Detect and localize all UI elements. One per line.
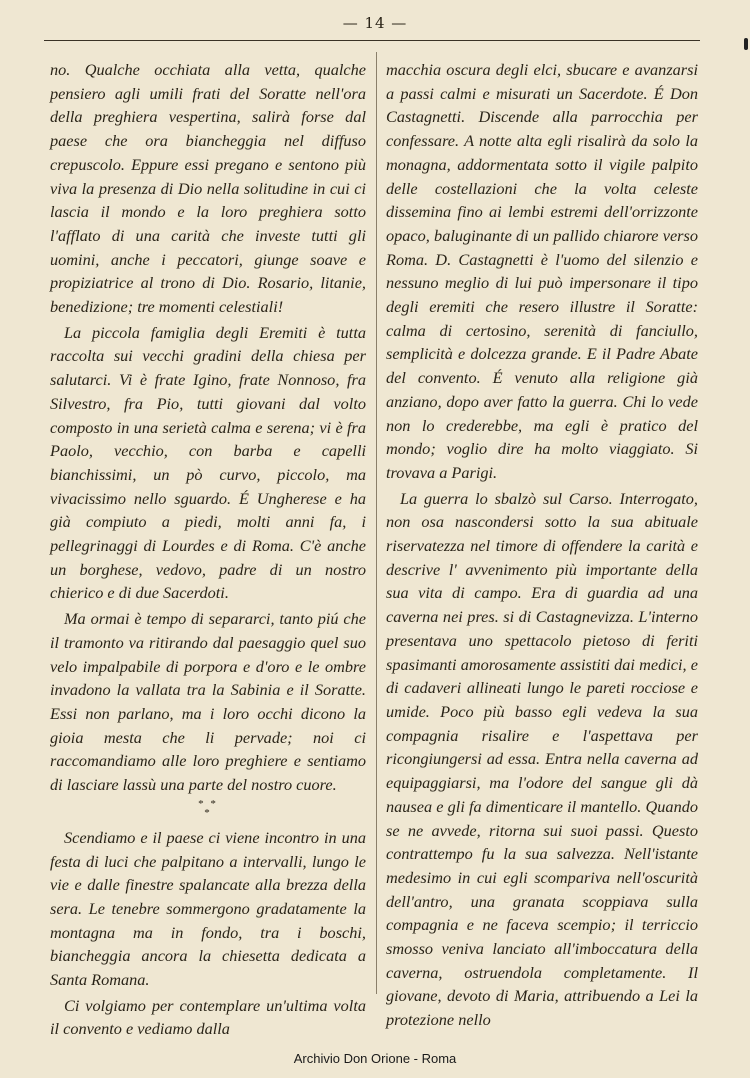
header-rule <box>44 40 700 41</box>
paragraph: no. Qualche occhiata alla vetta, qualche pensiero agli umili frati del Soratte nell'ora della preghiera vespertina, salirà forse dal paese che ora biancheggia nel diffuso crepuscolo. Eppure essi pregano e sentono più viva la presenza di Dio nella solitudine in cui ci lascia il mondo e la loro preghiera sotto l'afflato di una carità che investe tutti gli uomini, anche i peccatori, giunge soave e propiziatrice al trono di Dio. Rosario, litanie, benedizione; tre momenti celestiali! <box>50 60 366 317</box>
right-column <box>386 58 698 1032</box>
page-edge-mark <box>744 38 748 50</box>
column-divider <box>376 52 377 994</box>
paragraph: Ma ormai è tempo di separarci, tanto piú che il tramonto va ritirando dal paesaggio quel suo velo impalpabile di porpora e d'oro e le ombre invadono la vallata tra la Sabinia e il Soratte. Essi non parlano, ma i loro occhi dicono la gioia mesta che li pervade; noi ci raccomandiamo alle loro preghiere e sentiamo di lasciare lassù una parte del nostro cuore. <box>50 609 366 795</box>
left-column <box>50 58 366 1041</box>
section-asterism: * * * <box>198 797 218 819</box>
paragraph: Ci volgiamo per contemplare un'ultima volta il convento e vediamo dalla <box>50 995 366 1039</box>
paragraph: macchia oscura degli elci, sbucare e avanzarsi a passi calmi e misurati un Sacerdote. É Don Castagnetti. Discende alla parrocchia per confessare. A notte alta egli risalirà da solo la monagna, addormentata sotto il vigile palpito delle costellazioni che la volta celeste dissemina fino ai lembi estremi dell'orrizzonte opaco, baluginante di un pallido chiarore verso Roma. D. Castagnetti è l'uomo del silenzio e nessuno meglio di lui può impersonare il tipo degli eremiti che resero illustre il Soratte: calma di certosino, serenità di fanciullo, semplicità e dolcezza grande. E il Padre Abate del convento. É venuto alla religione già anziano, dopo aver fatto la guerra. Chi lo vede non lo crederebbe, ma egli è pratico del mondo; voglio dire ha molto viaggiato. Si trovava a Parigi. <box>386 60 698 482</box>
page-number: — 14 — <box>342 14 408 32</box>
archive-footer-label: Archivio Don Orione - Roma <box>293 1051 457 1066</box>
paragraph: La piccola famiglia degli Eremiti è tutta raccolta sui vecchi gradini della chiesa per salutarci. Vi è frate Igino, frate Nonnoso, fra Silvestro, fra Pio, tutti giovani dal volto composto in una serietà calma e serena; vi è fra Paolo, vecchio, con barba e capelli bianchissimi, un pò curvo, piccolo, ma vivacissimo nello sguardo. É Ungherese e ha già compiuto a piedi, molti anni fa, i pellegrinaggi di Lourdes e di Roma. C'è anche un borghese, vedovo, padre di un nostro chierico e di due Sacerdoti. <box>50 322 366 603</box>
paragraph: Scendiamo e il paese ci viene incontro in una festa di luci che palpitano a intervalli, lungo le vie e dalle finestre spalancate alla brezza della sera. Le tenebre sommergono gradatamente la montagna ma in fondo, tra i boschi, biancheggia ancora la chiesetta dedicata a Santa Romana. <box>50 827 366 990</box>
paragraph: La guerra lo sbalzò sul Carso. Interrogato, non osa nascondersi sotto la sua abituale riservatezza nel timore di offendere la carità e descrive l' avvenimento più importante della sua vita di campo. Era di guardia ad una caverna nei pres. si di Castagnevizza. L'interno presentava uno spettacolo pietoso di feriti spasimanti amorosamente assistiti dai medici, e di cadaveri allineati lungo le pareti rocciose e umide. Poco più basso egli vedeva la sua compagnia risalire e l'aspettava per ricongiungersi ad essa. Entra nella caverna ad equipaggiarsi, ma l'odore del sangue gli dà nausea e gli fa dimenticare il mantello. Quando se ne avvede, ritorna sui suoi passi. Questo contrattempo fu la sua salvezza. Nell'istante medesimo in cui egli scompariva nell'oscurità dell'antro, una granata scoppiava sulla compagnia e ne faceva scempio; il terriccio smosso veniva lanciato all'imboccatura della caverna, ostruendola completamente. Il giovane, devoto di Maria, attribuendo a Lei la protezione nello <box>386 488 698 1030</box>
